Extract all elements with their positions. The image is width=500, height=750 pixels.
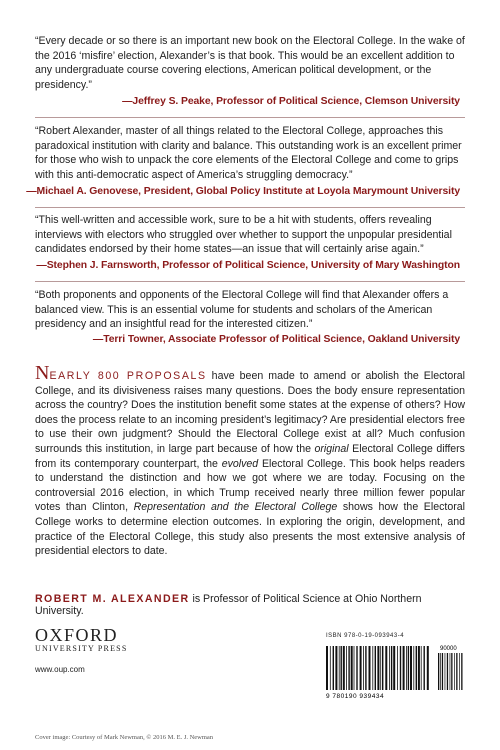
drop-cap: N [35,362,50,384]
divider [35,207,465,208]
author-bio: ROBERT M. ALEXANDER is Professor of Political Science at Ohio Northern University. [35,593,422,617]
book-description: NEARLY 800 PROPOSALS have been made to amend or abolish the Electoral College, and its divisiveness raises many questions. Does the body ensure representation across the country? Does the institution benefit some states at the expense of others? How does the process relate to an incoming president’s legitimacy? Are presidential electors free to use their own judgment? Should the Electoral College exist at all? Much confusion surrounds this institution, in large part because of how the original Electoral College differs from its contemporary counterpart, the evolved Electoral College. This book helps readers to understand the distinction and how we got where we are today. Focusing on the controversial 2016 election, in which Trump received nearly three million fewer popular votes than Clinton, Representation and the Electoral College shows how the Electoral College works to determine election outcomes. In exploring the origin, development, and practice of the Electoral College, this study also presents the most extensive analysis of presidential electors to date. [35,362,465,558]
review-attribution-2: —Michael A. Genovese, President, Global Policy Institute at Loyola Marymount University [26,186,460,197]
review-quote-2: “Robert Alexander, master of all things related to the Electoral College, approaches this paradoxical institution with clarity and balance. This outstanding work is an excellent primer for those who wish to unpack the core elements of the Electoral College and come to grips with this anti-democratic aspect of America’s struggling democracy.” [35,125,462,181]
publisher-subtitle: UNIVERSITY PRESS [35,644,128,653]
review-quote-4: “Both proponents and opponents of the Electoral College will find that Alexander offers a balanced view. This is an essential volume for students and scholars of the American presidency and an insightful read for the interested citizen.” [35,289,449,331]
review-attribution-3: —Stephen J. Farnsworth, Professor of Political Science, University of Mary Washington [36,260,460,271]
divider [35,281,465,282]
barcode-number: 9 780190 939434 [326,693,385,700]
publisher-name: OXFORD [35,625,119,645]
price-code: 90000 [440,646,457,652]
publisher-url: www.oup.com [35,665,85,674]
isbn-label: ISBN 978-0-19-093943-4 [326,633,405,639]
divider [35,117,465,118]
author-name: ROBERT M. ALEXANDER [35,593,190,605]
barcode-icon [320,642,465,700]
barcode [320,642,465,700]
cover-credit: Cover image: Courtesy of Mark Newman, © 2016 M. E. J. Newman [35,734,214,741]
review-attribution-1: —Jeffrey S. Peake, Professor of Political Science, Clemson University [122,96,460,107]
review-quote-1: “Every decade or so there is an important new book on the Electoral College. In the wake of the 2016 ‘misfire’ election, Alexander’s is that book. This would be an excellent addition to any undergraduate course covering elections, American political development, or the presidency.” [35,35,465,91]
review-quote-3: “This well-written and accessible work, sure to be a hit with students, offers revealing interviews with electors who struggled over whether to support the unpopular presidential candidates endorsed by their home states—an issue that will certainly arise again.” [35,214,452,256]
publisher-logo [35,625,127,653]
lead-in: EARLY 800 PROPOSALS [49,370,207,382]
review-attribution-4: —Terri Towner, Associate Professor of Political Science, Oakland University [92,334,460,345]
